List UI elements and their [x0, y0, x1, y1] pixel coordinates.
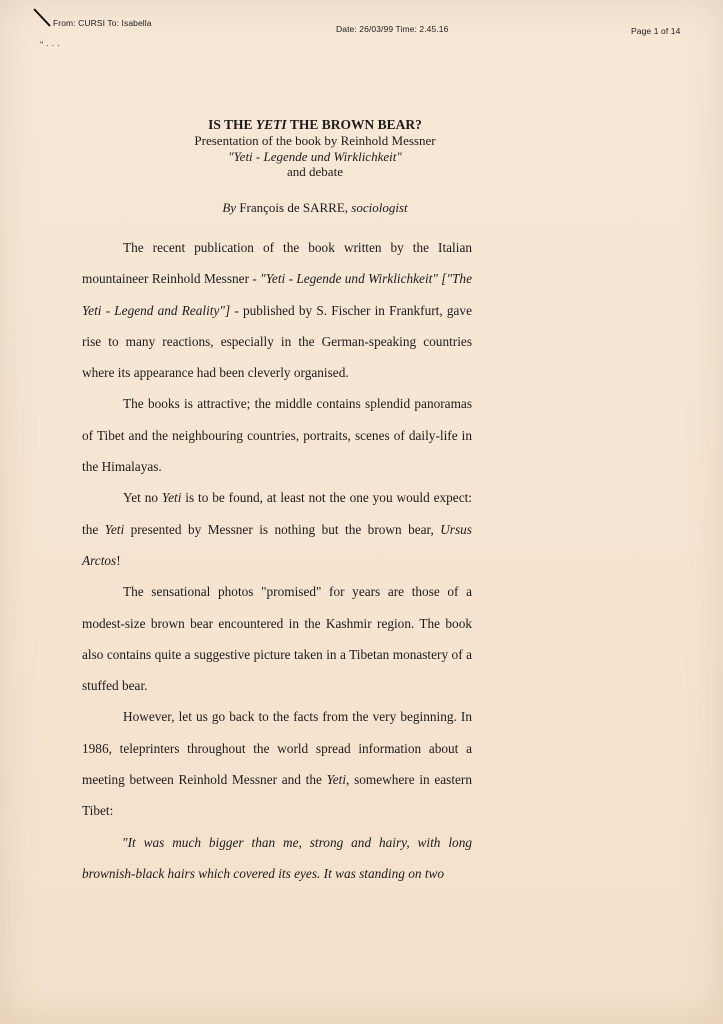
book-title: "Yeti - Legende und Wirklichkeit" [228, 148, 402, 164]
paragraph-1: The recent publication of the book written by the Italian mountaineer Reinhold Messner - "Yeti - Legende und Wirklichkeit" ["The Yeti - Legend and Reality"] - published by S. Fischer in Frankfurt, gave rise to many reactions, especially in the German-speaking countries where its appearance had been cleverly organised. [82, 240, 472, 381]
fax-header-date-time: Date: 26/03/99 Time: 2.45.16 [336, 24, 449, 34]
paragraph-2: The books is attractive; the middle contains splendid panoramas of Tibet and the neighbouring countries, portraits, scenes of daily-life in the Himalayas. [82, 396, 472, 475]
title-block [60, 116, 570, 229]
subtitle-line: Presentation of the book by Reinhold Messner [194, 133, 436, 148]
quote-paragraph: "It was much bigger than me, strong and hairy, with long brownish-black hairs which covered its eyes. It was standing on two [82, 834, 472, 881]
paragraph-4: The sensational photos "promised" for years are those of a modest-size brown bear encountered in the Kashmir region. The book also contains quite a suggestive picture taken in a Tibetan monastery of a stuffed bear. [82, 584, 472, 694]
fax-corner-mark-icon [30, 6, 52, 28]
paragraph-3: Yet no Yeti is to be found, at least not the one you would expect: the Yeti presented by Messner is nothing but the brown bear, Ursus Arctos! [82, 490, 472, 568]
header-specks: " · · · [40, 40, 60, 50]
fax-header-page-number: Page 1 of 14 [631, 26, 681, 36]
subtitle-debate: and debate [287, 164, 343, 179]
fax-header-from-to: From: CURSI To: Isabella [53, 18, 152, 28]
body-text [82, 232, 472, 889]
byline: By François de SARRE, sociologist [222, 199, 408, 215]
paragraph-5: However, let us go back to the facts from the very beginning. In 1986, teleprinters throughout the world spread information about a meeting between Reinhold Messner and the Yeti, somewhere in eastern Tibet: [82, 709, 473, 819]
document-title: IS THE YETI THE BROWN BEAR? [208, 117, 422, 132]
